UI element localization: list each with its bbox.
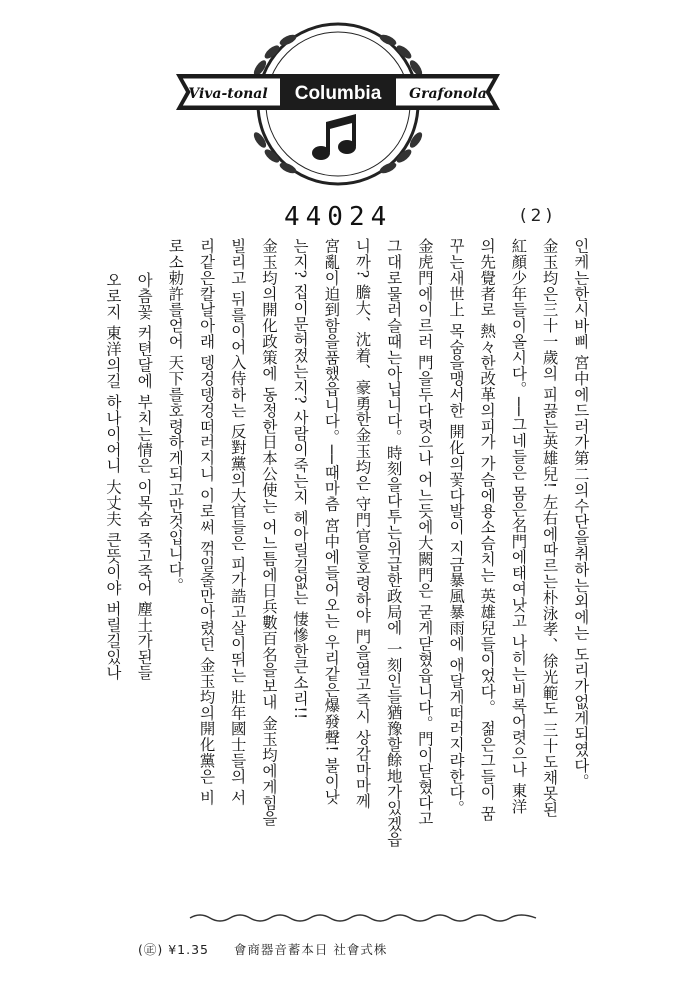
brand-right-text: Grafonola <box>409 86 487 102</box>
text-column: 는지? 집이문허젔는지? 사람이죽는지 헤아릴길없는 悽慘한큰소리!! <box>291 238 310 720</box>
verse-column: 아츰꽃 커텬달에 부치는情은 이목숨 죽고죽어 塵土가된들 <box>135 272 154 681</box>
text-column: 紅顏少年들이올시다。──그네들은 몸은名門에태여낫고 나히는비록어렷으나 東洋 <box>509 238 528 815</box>
music-note-icon <box>312 114 356 160</box>
text-column: 빌리고 뒤를이어入侍하는 反對黨의大官들은 피가誥고살이뛰는 壯年國士들의 서 <box>228 238 247 806</box>
text-column: 金虎門에이르러 門을두다렷으나 어느듯에大闕門은 굳게닫혔읍니다。門이닫혔다고 <box>415 238 434 827</box>
brand-name: Columbia <box>294 83 382 104</box>
lyrics-body <box>96 238 588 878</box>
text-column: 宮亂이迫到함을품했읍니다。──때마츰 宮中에들어오는 우리같은爆發聲! 불이낫 <box>322 238 341 806</box>
columbia-logo <box>168 12 508 192</box>
verse-column: 오로지 東洋의길 하나이어니 大丈夫 큰뜻이야 버릴길있나 <box>104 272 122 681</box>
text-column: 金玉均의開化政策에 동정한日本公使는 어느틈에日兵數百名을보내 金玉均에게힘을 <box>259 238 278 827</box>
text-column: 金玉均은三十一歲의 피끓는英雄兒! 左右에따르는朴泳孝、徐光範도 三十도채못된 <box>540 238 559 818</box>
text-column: 인케는한시바삐 宮中에드러가第二의수단을취하는외에는 도리가없게되였다。 <box>571 238 590 790</box>
text-column: 그대로물러슬때는아닙니다。時刻을다투는위급한政局에 一刻인들猶豫할餘地가있겠읍 <box>384 238 403 848</box>
company-name: 會商器音蓄本日 社會式株 <box>233 942 388 957</box>
text-column: 니까? 膽大、沈着、豪勇한金玉均은 守門官을호령하야 門을열고즉시 상감마마께 <box>353 238 372 809</box>
text-column: 의先覺者로 熱々한改革의피가 가슴에용소슴치는 英雄兒들이었다。 젊은그들이 꿈 <box>478 238 497 822</box>
side-number: (2) <box>520 206 557 226</box>
text-column: 리같은칼날아래 뎅겅뎅겅떠러지니 이로써 꺾일줄만아렸던 金玉均의開化黨은 비 <box>197 238 216 806</box>
text-column: 로소勅許를얻어 天下를호령하게되고만것입니다。 <box>166 238 185 594</box>
brand-left-text: Viva-tonal <box>188 86 268 102</box>
footer <box>138 940 550 958</box>
text-column: 꾸는새世上 목숨을맹서한 開化의꽃다발이 지금暴風暴雨에 애달게떠러지랴한다。 <box>447 238 466 817</box>
wavy-divider <box>190 910 536 926</box>
catalog-number: 44024 <box>284 202 393 232</box>
price-label: (㊣) ¥1.35 <box>138 942 210 957</box>
